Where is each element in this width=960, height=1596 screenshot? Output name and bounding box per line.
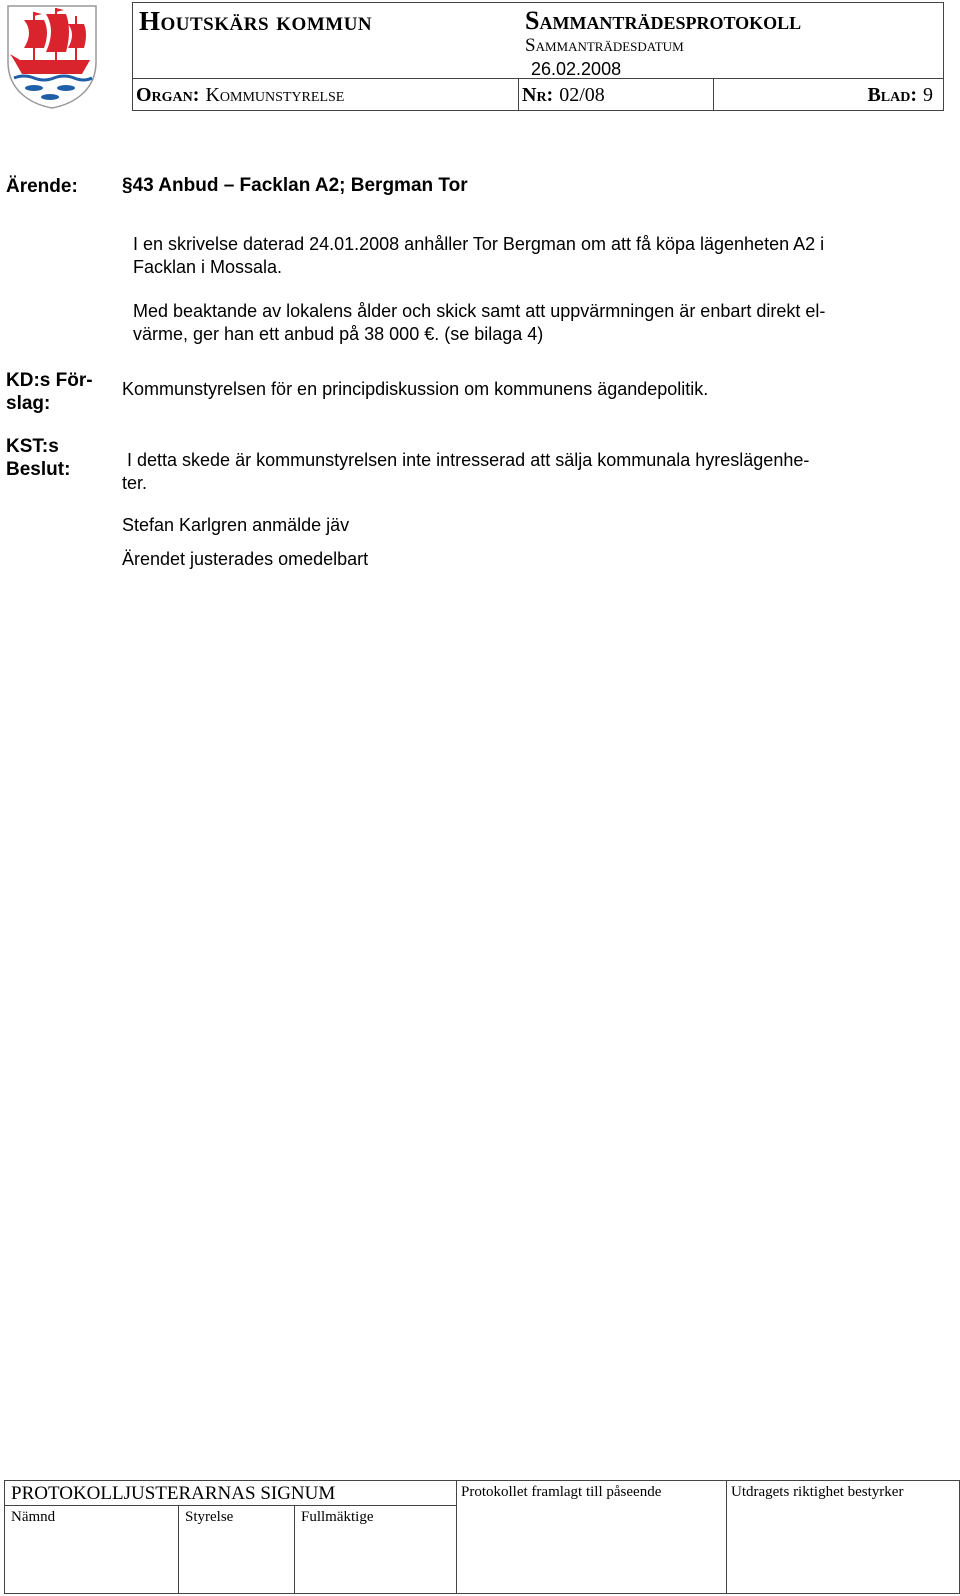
document-type: Sammanträdesprotokoll bbox=[525, 6, 802, 35]
organ-cell bbox=[133, 79, 519, 111]
signum-section bbox=[5, 1481, 457, 1593]
case-paragraph-1-line-1: I en skrivelse daterad 24.01.2008 anhåller Tor Bergman om att få köpa lägenheten A2 i bbox=[133, 234, 825, 254]
document-header bbox=[0, 0, 946, 112]
signature-footer bbox=[4, 1480, 960, 1594]
municipality-name: Houtskärs kommun bbox=[139, 6, 373, 36]
decision-text-line-1: I detta skede är kommunstyrelsen inte intresserad att sälja kommunala hyreslägenhe- bbox=[122, 450, 810, 470]
decision-text-line-2: ter. bbox=[122, 473, 148, 493]
case-paragraph-1-line-2: Facklan i Mossala. bbox=[133, 257, 283, 277]
signum-column-executive: Styrelse bbox=[179, 1506, 295, 1593]
organ-label: Organ: bbox=[136, 83, 200, 106]
extract-certification-box bbox=[727, 1481, 959, 1593]
meeting-date-label: Sammanträdesdatum bbox=[525, 35, 684, 56]
case-title: §43 Anbud – Facklan A2; Bergman Tor bbox=[122, 175, 468, 196]
page-cell bbox=[714, 79, 943, 111]
signum-column-council: Fullmäktige bbox=[301, 1509, 374, 1525]
proposal-label-line-2: slag: bbox=[6, 393, 51, 414]
decision-approval-note: Ärendet justerades omedelbart bbox=[122, 549, 369, 569]
header-meta-row bbox=[133, 78, 943, 111]
organ-value: Kommunstyrelse bbox=[205, 83, 345, 106]
decision-label-line-1: KST:s bbox=[6, 436, 59, 457]
case-paragraph-2-line-1: Med beaktande av lokalens ålder och skick samt att uppvärmningen är enbart direkt el- bbox=[133, 301, 826, 321]
page-value: 9 bbox=[923, 83, 933, 106]
signum-column-board: Nämnd bbox=[5, 1506, 179, 1593]
proposal-label-line-1: KD:s För- bbox=[6, 370, 93, 391]
number-label: Nr: bbox=[522, 83, 554, 106]
decision-label bbox=[6, 435, 70, 481]
presented-for-inspection-label: Protokollet framlagt till påseende bbox=[461, 1484, 662, 1500]
case-paragraph-2-line-2: värme, ger han ett anbud på 38 000 €. (se bilaga 4) bbox=[133, 324, 544, 344]
decision-disqualification-note: Stefan Karlgren anmälde jäv bbox=[122, 515, 350, 535]
municipal-coat-of-arms-logo bbox=[4, 2, 100, 110]
page-label: Blad: bbox=[867, 83, 917, 106]
extract-certification-label: Utdragets riktighet bestyrker bbox=[731, 1484, 904, 1500]
header-info-box bbox=[132, 2, 944, 111]
case-label: Ärende: bbox=[6, 176, 78, 197]
proposal-text: Kommunstyrelsen för en principdiskussion om kommunens ägandepolitik. bbox=[122, 379, 709, 399]
proposal-label bbox=[6, 369, 93, 415]
number-value: 02/08 bbox=[559, 83, 605, 106]
presented-for-inspection-box bbox=[457, 1481, 727, 1593]
signum-title: PROTOKOLLJUSTERARNAS SIGNUM bbox=[5, 1481, 456, 1506]
meeting-date-value: 26.02.2008 bbox=[531, 59, 622, 79]
number-cell bbox=[519, 79, 714, 111]
decision-label-line-2: Beslut: bbox=[6, 459, 71, 480]
